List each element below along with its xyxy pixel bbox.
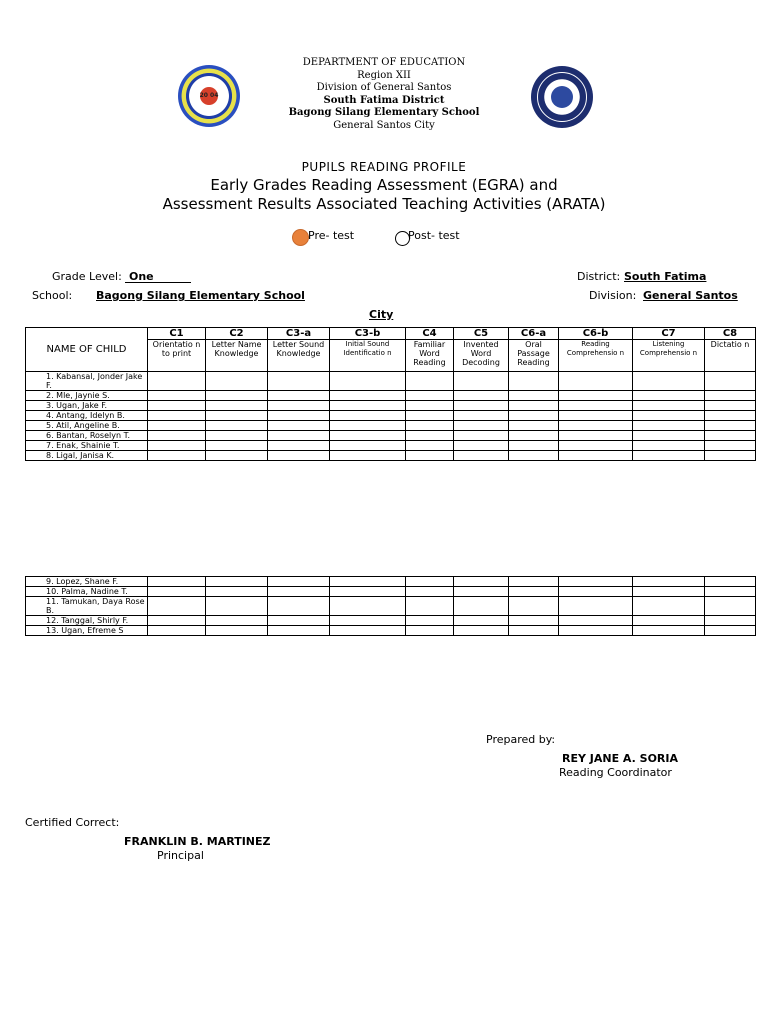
score-cell[interactable]	[705, 372, 756, 391]
score-cell[interactable]	[206, 441, 268, 451]
certified-by-name: FRANKLIN B. MARTINEZ	[124, 835, 271, 848]
score-cell[interactable]	[268, 401, 330, 411]
score-cell[interactable]	[559, 577, 633, 587]
pupil-row	[26, 431, 756, 441]
column-code: C5	[454, 328, 509, 340]
score-cell[interactable]	[148, 597, 206, 616]
pupil-name: 1. Kabansal, Jonder Jake F.	[26, 372, 148, 391]
score-cell[interactable]	[509, 626, 559, 636]
pupil-row	[26, 372, 756, 391]
score-cell[interactable]	[509, 451, 559, 461]
score-cell[interactable]	[148, 401, 206, 411]
score-cell[interactable]	[559, 391, 633, 401]
score-cell[interactable]	[406, 411, 454, 421]
score-cell[interactable]	[559, 421, 633, 431]
score-cell[interactable]	[559, 616, 633, 626]
score-cell[interactable]	[206, 577, 268, 587]
score-cell[interactable]	[330, 421, 406, 431]
score-cell[interactable]	[406, 431, 454, 441]
district-value: South Fatima	[624, 270, 707, 283]
score-cell[interactable]	[330, 587, 406, 597]
score-cell[interactable]	[406, 441, 454, 451]
score-cell[interactable]	[406, 401, 454, 411]
school-label: School:	[32, 289, 73, 302]
prepared-by-name: REY JANE A. SORIA	[562, 752, 679, 765]
score-cell[interactable]	[148, 451, 206, 461]
score-cell[interactable]	[633, 372, 705, 391]
score-cell[interactable]	[148, 441, 206, 451]
score-cell[interactable]	[509, 577, 559, 587]
score-cell[interactable]	[206, 411, 268, 421]
score-cell[interactable]	[705, 616, 756, 626]
school-name: Bagong Silang Elementary School	[288, 107, 480, 118]
score-cell[interactable]	[148, 626, 206, 636]
profile-title: PUPILS READING PROFILE	[301, 160, 467, 174]
department-name: DEPARTMENT OF EDUCATION	[302, 57, 466, 68]
score-cell[interactable]	[705, 391, 756, 401]
column-label: Initial Sound Identificatio n	[330, 340, 406, 372]
score-cell[interactable]	[454, 391, 509, 401]
score-cell[interactable]	[268, 431, 330, 441]
column-label: Oral Passage Reading	[509, 340, 559, 372]
city-name: General Santos City	[333, 119, 435, 131]
score-cell[interactable]	[330, 441, 406, 451]
score-cell[interactable]	[705, 421, 756, 431]
score-cell[interactable]	[406, 597, 454, 616]
score-cell[interactable]	[406, 616, 454, 626]
score-cell[interactable]	[268, 597, 330, 616]
score-cell[interactable]	[406, 391, 454, 401]
score-cell[interactable]	[268, 616, 330, 626]
score-cell[interactable]	[148, 616, 206, 626]
score-cell[interactable]	[268, 421, 330, 431]
score-cell[interactable]	[268, 577, 330, 587]
score-cell[interactable]	[633, 431, 705, 441]
score-cell[interactable]	[559, 587, 633, 597]
score-cell[interactable]	[148, 421, 206, 431]
pupil-row	[26, 587, 756, 597]
score-cell[interactable]	[559, 372, 633, 391]
score-cell[interactable]	[633, 616, 705, 626]
score-cell[interactable]	[559, 431, 633, 441]
certified-by-title: Principal	[157, 849, 204, 862]
score-cell[interactable]	[454, 587, 509, 597]
pupil-row	[26, 597, 756, 616]
score-cell[interactable]	[705, 411, 756, 421]
score-cell[interactable]	[206, 372, 268, 391]
pupil-name: 9. Lopez, Shane F.	[26, 577, 148, 587]
post-test-label: Post- test	[408, 229, 460, 242]
score-cell[interactable]	[559, 451, 633, 461]
score-cell[interactable]	[633, 451, 705, 461]
column-code: C7	[633, 328, 705, 340]
score-cell[interactable]	[206, 587, 268, 597]
score-cell[interactable]	[330, 391, 406, 401]
score-cell[interactable]	[268, 626, 330, 636]
score-cell[interactable]	[406, 421, 454, 431]
column-code: C8	[705, 328, 756, 340]
pupil-rows-part2	[26, 577, 756, 636]
score-cell[interactable]	[206, 431, 268, 441]
score-cell[interactable]	[633, 411, 705, 421]
score-cell[interactable]	[148, 411, 206, 421]
pupil-name: 2. Mle, Jaynie S.	[26, 391, 148, 401]
score-cell[interactable]	[268, 441, 330, 451]
score-cell[interactable]	[509, 411, 559, 421]
pupil-row	[26, 441, 756, 451]
district-label: District:	[577, 270, 621, 283]
score-cell[interactable]	[330, 597, 406, 616]
score-cell[interactable]	[705, 441, 756, 451]
score-cell[interactable]	[509, 421, 559, 431]
score-cell[interactable]	[454, 401, 509, 411]
pupil-rows-part1	[26, 372, 756, 461]
score-cell[interactable]	[406, 577, 454, 587]
score-cell[interactable]	[705, 587, 756, 597]
score-cell[interactable]	[148, 577, 206, 587]
score-cell[interactable]	[633, 587, 705, 597]
pupil-name: 3. Ugan, Jake F.	[26, 401, 148, 411]
score-cell[interactable]	[268, 587, 330, 597]
column-code-row	[26, 328, 756, 340]
score-cell[interactable]	[633, 401, 705, 411]
score-cell[interactable]	[148, 372, 206, 391]
column-label: Invented Word Decoding	[454, 340, 509, 372]
score-cell[interactable]	[633, 626, 705, 636]
score-cell[interactable]	[633, 577, 705, 587]
score-cell[interactable]	[206, 616, 268, 626]
pupil-row	[26, 577, 756, 587]
score-cell[interactable]	[705, 597, 756, 616]
division-value: General Santos	[643, 289, 738, 302]
score-cell[interactable]	[268, 411, 330, 421]
score-cell[interactable]	[454, 451, 509, 461]
score-cell[interactable]	[330, 411, 406, 421]
score-cell[interactable]	[633, 391, 705, 401]
column-label: Listening Comprehensio n	[633, 340, 705, 372]
assessment-title	[0, 176, 768, 214]
letterhead	[0, 57, 768, 132]
pre-test-label: Pre- test	[308, 229, 355, 242]
score-cell[interactable]	[330, 577, 406, 587]
score-cell[interactable]	[454, 421, 509, 431]
score-cell[interactable]	[705, 431, 756, 441]
grade-level-field	[125, 270, 191, 283]
score-cell[interactable]	[633, 421, 705, 431]
pupil-name: 6. Bantan, Roselyn T.	[26, 431, 148, 441]
score-cell[interactable]	[559, 411, 633, 421]
pupil-row	[26, 391, 756, 401]
score-cell[interactable]	[705, 577, 756, 587]
grade-level-label: Grade Level:	[52, 270, 122, 283]
score-cell[interactable]	[454, 616, 509, 626]
grade-level-value: One	[129, 270, 154, 283]
pupil-row	[26, 421, 756, 431]
column-label: Familiar Word Reading	[406, 340, 454, 372]
score-cell[interactable]	[206, 451, 268, 461]
column-label: Orientatio n to print	[148, 340, 206, 372]
column-label: Letter Name Knowledge	[206, 340, 268, 372]
score-cell[interactable]	[268, 372, 330, 391]
prepared-by-title: Reading Coordinator	[559, 766, 672, 779]
pupil-row	[26, 411, 756, 421]
score-cell[interactable]	[206, 626, 268, 636]
name-of-child-header: NAME OF CHILD	[26, 328, 148, 372]
column-code: C3-a	[268, 328, 330, 340]
score-cell[interactable]	[633, 441, 705, 451]
score-cell[interactable]	[454, 431, 509, 441]
score-cell[interactable]	[559, 626, 633, 636]
score-cell[interactable]	[454, 626, 509, 636]
score-cell[interactable]	[330, 626, 406, 636]
score-cell[interactable]	[206, 597, 268, 616]
column-code: C2	[206, 328, 268, 340]
score-cell[interactable]	[330, 616, 406, 626]
column-code: C6-b	[559, 328, 633, 340]
score-cell[interactable]	[148, 391, 206, 401]
score-cell[interactable]	[206, 391, 268, 401]
column-label: Letter Sound Knowledge	[268, 340, 330, 372]
score-cell[interactable]	[509, 431, 559, 441]
pupil-name: 10. Palma, Nadine T.	[26, 587, 148, 597]
column-label: Dictatio n	[705, 340, 756, 372]
score-cell[interactable]	[705, 401, 756, 411]
score-cell[interactable]	[206, 401, 268, 411]
score-cell[interactable]	[454, 597, 509, 616]
score-cell[interactable]	[705, 626, 756, 636]
score-cell[interactable]	[206, 421, 268, 431]
pupil-row	[26, 626, 756, 636]
score-cell[interactable]	[268, 391, 330, 401]
seal-year: 20 04	[199, 92, 219, 99]
division-name: Division of General Santos	[316, 82, 452, 93]
score-cell[interactable]	[509, 616, 559, 626]
score-cell[interactable]	[406, 626, 454, 636]
pre-test-radio[interactable]	[292, 229, 309, 246]
score-cell[interactable]	[559, 401, 633, 411]
pupil-row	[26, 401, 756, 411]
reading-profile-table	[25, 327, 756, 461]
score-cell[interactable]	[705, 451, 756, 461]
pupil-name: 11. Tamukan, Daya Rose B.	[26, 597, 148, 616]
pupil-name: 7. Enak, Shainie T.	[26, 441, 148, 451]
region-name: Region XII	[357, 69, 411, 81]
score-cell[interactable]	[148, 587, 206, 597]
score-cell[interactable]	[559, 597, 633, 616]
score-cell[interactable]	[454, 372, 509, 391]
score-cell[interactable]	[509, 391, 559, 401]
column-code: C6-a	[509, 328, 559, 340]
score-cell[interactable]	[509, 441, 559, 451]
district-name: South Fatima District	[323, 94, 445, 106]
column-code: C3-b	[330, 328, 406, 340]
prepared-by-label: Prepared by:	[486, 733, 556, 746]
pupil-name: 13. Ugan, Efreme S	[26, 626, 148, 636]
score-cell[interactable]	[509, 597, 559, 616]
division-value-continued: City	[369, 308, 394, 321]
score-cell[interactable]	[454, 577, 509, 587]
score-cell[interactable]	[509, 372, 559, 391]
column-label: Reading Comprehensio n	[559, 340, 633, 372]
score-cell[interactable]	[633, 597, 705, 616]
score-cell[interactable]	[559, 441, 633, 451]
score-cell[interactable]	[406, 372, 454, 391]
pupil-row	[26, 616, 756, 626]
school-value: Bagong Silang Elementary School	[96, 289, 305, 302]
score-cell[interactable]	[454, 441, 509, 451]
score-cell[interactable]	[330, 401, 406, 411]
score-cell[interactable]	[454, 411, 509, 421]
pupil-name: 5. Atil, Angeline B.	[26, 421, 148, 431]
reading-profile-table-continued	[25, 576, 756, 636]
pupil-row	[26, 451, 756, 461]
arata-title: Assessment Results Associated Teaching Activities (ARATA)	[162, 195, 606, 213]
score-cell[interactable]	[406, 587, 454, 597]
score-cell[interactable]	[509, 401, 559, 411]
score-cell[interactable]	[330, 451, 406, 461]
score-cell[interactable]	[268, 451, 330, 461]
pupil-name: 8. Ligal, Janisa K.	[26, 451, 148, 461]
score-cell[interactable]	[406, 451, 454, 461]
column-code: C1	[148, 328, 206, 340]
score-cell[interactable]	[330, 431, 406, 441]
score-cell[interactable]	[148, 431, 206, 441]
column-code: C4	[406, 328, 454, 340]
division-label: Division:	[589, 289, 637, 302]
score-cell[interactable]	[330, 372, 406, 391]
score-cell[interactable]	[509, 587, 559, 597]
pupil-name: 12. Tanggal, Shirly F.	[26, 616, 148, 626]
certified-correct-label: Certified Correct:	[25, 816, 120, 829]
pupil-name: 4. Antang, Idelyn B.	[26, 411, 148, 421]
egra-title: Early Grades Reading Assessment (EGRA) and	[210, 176, 558, 194]
